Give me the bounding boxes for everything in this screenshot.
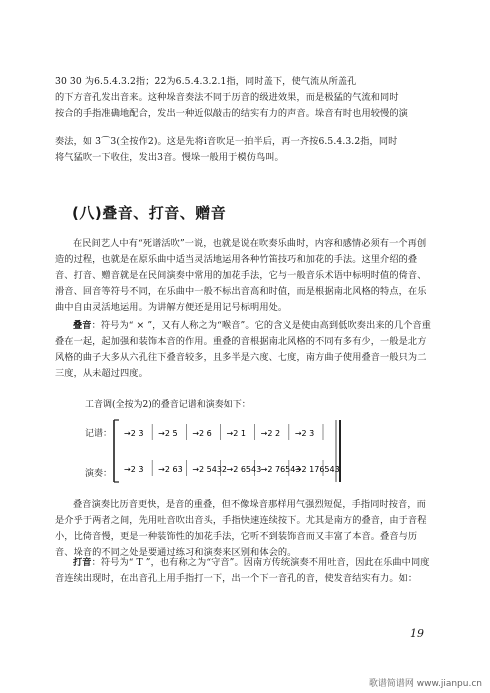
performance-row xyxy=(124,460,340,476)
body-paragraph-fingering xyxy=(55,555,435,587)
notation-label: 记谱： xyxy=(85,429,113,439)
performance-label: 演奏： xyxy=(85,469,113,479)
notation-measure: →2 1̇ xyxy=(226,429,246,438)
intro-paragraph-continued xyxy=(55,134,435,166)
body-paragraph-overlap xyxy=(55,318,435,382)
term-label: 打音 xyxy=(73,557,92,568)
example-caption: 工音调(全按为2)的叠音记谱和演奏如下： xyxy=(85,400,251,410)
performance-measure: →2 3̇ xyxy=(124,465,144,474)
intro-line: 将气猛吹一下收住，发出3音。慢垛一般用于模仿鸟叫。 xyxy=(55,152,284,163)
term-definition: ：符号为“ × ”，又有人称之为“喉音”。它的含义是使由高到低吹奏出来的几个音重叠在一起，起加强和装饰本音的作用。重叠的音根据南北风格的不同有多有少，一般是北方风格的曲子大多从六孔往下叠音较多，且多半是六度、七度，南方曲子使用叠音一般只为二三度，从未超过四度。 xyxy=(55,320,432,379)
intro-paragraph xyxy=(55,74,435,122)
section-title: (八)叠音、打音、赠音 xyxy=(72,204,227,222)
notation-measure: →2 3̇ xyxy=(294,429,315,438)
body-paragraph: 在民间艺人中有“死谱活吹”一说，也就是说在吹奏乐曲时，内容和感情必须有一个再创造的过程，也就是在原乐曲中适当灵活地运用各种竹笛技巧和加花的手法。这里介绍的叠音、打音、赠音就是在民间演奏中常用的加花手法，它与一般音乐术语中标明时值的倚音、滑音、回音等符号不同，在乐曲中一般不标出音高和时值，而是根据南北风格的特点，在乐曲中自由灵活地运用。为讲解方便还是用记号标明用处。 xyxy=(55,238,427,313)
intro-line: 按合的手指准确地配合，发出一种近似敲击的结实有力的声音。垛音有时也用较慢的演 xyxy=(55,108,408,119)
performance-measure: →2 5432̇ xyxy=(192,465,228,474)
intro-line: 3̇0 3̇0 为6.5.4.3.2指；2̇2̇为6.5.4.3.2.1指，同时盖下，使气流从所盖孔 xyxy=(55,76,357,87)
performance-measure: →2 176543̇ xyxy=(294,465,340,474)
music-staff-graphic xyxy=(112,418,342,484)
notation-measure: →2 5̇ xyxy=(158,429,178,438)
performance-measure: →2 76543̇ xyxy=(260,465,301,474)
performance-measure: →2 63̇ xyxy=(158,465,183,474)
music-example xyxy=(112,418,342,484)
notation-measure: →2 6̇ xyxy=(192,429,212,438)
notation-measure: →2 2̇ xyxy=(260,429,281,438)
notation-row xyxy=(124,424,323,440)
intro-line: 奏法，如 3̇⌒3(全按作2)。这是先将i音吹足一拍半后，再一齐按6.5.4.3.2指，同时 xyxy=(55,136,398,147)
term-definition: ：符号为“ T ”，也有称之为“守音”。因南方传统演奏不用吐音，因此在乐曲中同度音连续出现时，在出音孔上用手指打一下，出一个下一音孔的音，使发音结实有力。如： xyxy=(55,557,430,584)
intro-line: 的下方音孔发出音来。这种垛音奏法不同于历音的级进效果，而是极猛的气流和同时 xyxy=(55,92,399,103)
body-paragraph: 叠音演奏比历音更快，是音的重叠，但不像垛音那样用气强烈短促，手指同时按音，而是介乎于两者之间，先用吐音吹出音头，手指快速连续按下。尤其是南方的叠音，由于音程小，比倚音慢，更是一种装饰性的加花手法，它听不到装饰音而又丰富了本音。叠音与历音、垛音的不同之处是要通过练习和演奏来区别和体会的。 xyxy=(55,499,427,558)
page-number: 19 xyxy=(410,627,424,640)
notation-measure: →2 3̇ xyxy=(124,429,144,438)
performance-measure: →2 6543̇ xyxy=(226,465,262,474)
term-label: 叠音 xyxy=(73,320,92,331)
site-watermark: 歌谱简谱网 www.jianpu.cn xyxy=(368,679,482,689)
